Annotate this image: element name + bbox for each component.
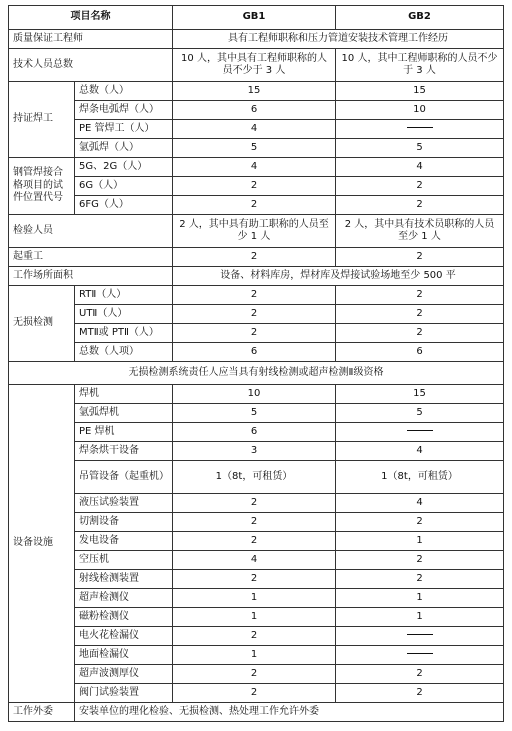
gb2-value: 4	[336, 158, 504, 177]
sub-label: MTⅡ或 PTⅡ（人）	[75, 324, 173, 343]
gb2-value: 1	[336, 589, 504, 608]
table-row	[9, 120, 504, 139]
gb2-empty-dash	[336, 627, 504, 646]
table-row	[9, 627, 504, 646]
header-row	[9, 6, 504, 30]
gb1-value: 4	[173, 158, 336, 177]
row-label: 工作场所面积	[9, 267, 173, 286]
row-value: 设备、材料库房，焊材库及焊接试验场地至少 500 平	[173, 267, 504, 286]
gb2-value: 2	[336, 177, 504, 196]
sub-label: 空压机	[75, 551, 173, 570]
gb1-value: 2	[173, 286, 336, 305]
gb1-value: 10 人，其中具有工程师职称的人员不少于 3 人	[173, 49, 336, 82]
header-gb1: GB1	[173, 6, 336, 30]
sub-label: 切割设备	[75, 513, 173, 532]
gb1-value: 2	[173, 324, 336, 343]
table-row	[9, 551, 504, 570]
gb2-value: 2 人，其中具有技术员职称的人员至少 1 人	[336, 215, 504, 248]
gb1-value: 2	[173, 513, 336, 532]
row-value: 具有工程师职称和压力管道安装技术管理工作经历	[173, 30, 504, 49]
ndt-note: 无损检测系统责任人应当具有射线检测或超声检测Ⅱ级资格	[9, 362, 504, 385]
header-item-name: 项目名称	[9, 6, 173, 30]
row-label: 技术人员总数	[9, 49, 173, 82]
gb1-value: 2	[173, 665, 336, 684]
gb1-value: 6	[173, 343, 336, 362]
gb2-value: 10 人，其中工程师职称的人员不少于 3 人	[336, 49, 504, 82]
row-label: 检验人员	[9, 215, 173, 248]
gb2-value: 15	[336, 82, 504, 101]
gb1-value: 15	[173, 82, 336, 101]
gb2-value: 2	[336, 324, 504, 343]
gb2-value: 2	[336, 248, 504, 267]
row-label: 持证焊工	[9, 82, 75, 158]
requirements-table	[8, 5, 504, 722]
table-row	[9, 589, 504, 608]
dash-line	[407, 634, 433, 635]
table-row	[9, 82, 504, 101]
table-row	[9, 267, 504, 286]
table-row	[9, 30, 504, 49]
gb2-empty-dash	[336, 646, 504, 665]
sub-label: 吊管设备（起重机）	[75, 461, 173, 494]
gb1-value: 2	[173, 532, 336, 551]
gb1-value: 5	[173, 139, 336, 158]
gb2-value: 2	[336, 551, 504, 570]
row-label: 无损检测	[9, 286, 75, 362]
table-row	[9, 343, 504, 362]
sub-label: UTⅡ（人）	[75, 305, 173, 324]
table-row	[9, 513, 504, 532]
table-row	[9, 646, 504, 665]
gb1-value: 1	[173, 608, 336, 627]
table-row	[9, 665, 504, 684]
gb2-value: 2	[336, 684, 504, 703]
table-row	[9, 248, 504, 267]
table-row	[9, 324, 504, 343]
sub-label: 液压试验装置	[75, 494, 173, 513]
table-row	[9, 532, 504, 551]
gb1-value: 1（8t，可租赁）	[173, 461, 336, 494]
table-row	[9, 101, 504, 120]
table-row	[9, 423, 504, 442]
dash-line	[407, 430, 433, 431]
sub-label: 5G、2G（人）	[75, 158, 173, 177]
table-row	[9, 49, 504, 82]
gb2-value: 2	[336, 305, 504, 324]
gb2-value: 2	[336, 513, 504, 532]
gb2-value: 2	[336, 570, 504, 589]
gb1-value: 6	[173, 101, 336, 120]
table-row	[9, 404, 504, 423]
sub-label: 总数（人）	[75, 82, 173, 101]
row-label: 工作外委	[9, 703, 75, 722]
sub-label: 地面检漏仪	[75, 646, 173, 665]
header-gb2: GB2	[336, 6, 504, 30]
sub-label: 6FG（人）	[75, 196, 173, 215]
table-row	[9, 703, 504, 722]
gb2-value: 1	[336, 532, 504, 551]
sub-label: 阀门试验装置	[75, 684, 173, 703]
gb1-value: 4	[173, 120, 336, 139]
table-row	[9, 305, 504, 324]
table-row	[9, 385, 504, 404]
sub-label: RTⅡ（人）	[75, 286, 173, 305]
sub-label: 氩弧焊（人）	[75, 139, 173, 158]
table-row	[9, 286, 504, 305]
table-row	[9, 139, 504, 158]
gb1-value: 6	[173, 423, 336, 442]
sub-label: PE 管焊工（人）	[75, 120, 173, 139]
gb1-value: 2	[173, 248, 336, 267]
sub-label: 焊机	[75, 385, 173, 404]
sub-label: 焊条烘干设备	[75, 442, 173, 461]
sub-label: PE 焊机	[75, 423, 173, 442]
gb1-value: 2 人，其中具有助工职称的人员至少 1 人	[173, 215, 336, 248]
gb2-value: 6	[336, 343, 504, 362]
gb1-value: 2	[173, 627, 336, 646]
table-row	[9, 461, 504, 494]
sub-label: 总数（人项）	[75, 343, 173, 362]
gb2-value: 2	[336, 286, 504, 305]
dash-line	[407, 653, 433, 654]
gb1-value: 3	[173, 442, 336, 461]
gb2-value: 1（8t，可租赁）	[336, 461, 504, 494]
gb1-value: 2	[173, 570, 336, 589]
gb2-value: 5	[336, 404, 504, 423]
table-row	[9, 177, 504, 196]
table-row	[9, 362, 504, 385]
gb1-value: 2	[173, 177, 336, 196]
gb2-value: 5	[336, 139, 504, 158]
gb1-value: 4	[173, 551, 336, 570]
sub-label: 磁粉检测仪	[75, 608, 173, 627]
gb1-value: 1	[173, 646, 336, 665]
table-row	[9, 442, 504, 461]
gb1-value: 2	[173, 305, 336, 324]
sub-label: 氩弧焊机	[75, 404, 173, 423]
gb2-empty-dash	[336, 423, 504, 442]
gb2-value: 10	[336, 101, 504, 120]
gb2-value: 15	[336, 385, 504, 404]
sub-label: 发电设备	[75, 532, 173, 551]
gb2-empty-dash	[336, 120, 504, 139]
sub-label: 超声检测仪	[75, 589, 173, 608]
row-label: 设备设施	[9, 385, 75, 703]
table-row	[9, 196, 504, 215]
sub-label: 射线检测装置	[75, 570, 173, 589]
gb1-value: 5	[173, 404, 336, 423]
row-label: 钢管焊接合格项目的试件位置代号	[9, 158, 75, 215]
gb1-value: 1	[173, 589, 336, 608]
table-row	[9, 608, 504, 627]
dash-line	[407, 127, 433, 128]
row-label: 起重工	[9, 248, 173, 267]
gb2-value: 4	[336, 494, 504, 513]
gb2-value: 2	[336, 665, 504, 684]
table-row	[9, 684, 504, 703]
table-row	[9, 215, 504, 248]
table-row	[9, 158, 504, 177]
gb1-value: 2	[173, 494, 336, 513]
table-row	[9, 494, 504, 513]
gb2-value: 1	[336, 608, 504, 627]
sub-label: 超声波测厚仪	[75, 665, 173, 684]
sub-label: 6G（人）	[75, 177, 173, 196]
row-label: 质量保证工程师	[9, 30, 173, 49]
gb1-value: 10	[173, 385, 336, 404]
gb1-value: 2	[173, 684, 336, 703]
sub-label: 电火花检漏仪	[75, 627, 173, 646]
gb2-value: 2	[336, 196, 504, 215]
gb2-value: 4	[336, 442, 504, 461]
sub-label: 焊条电弧焊（人）	[75, 101, 173, 120]
table-row	[9, 570, 504, 589]
gb1-value: 2	[173, 196, 336, 215]
row-value: 安装单位的理化检验、无损检测、热处理工作允许外委	[75, 703, 504, 722]
